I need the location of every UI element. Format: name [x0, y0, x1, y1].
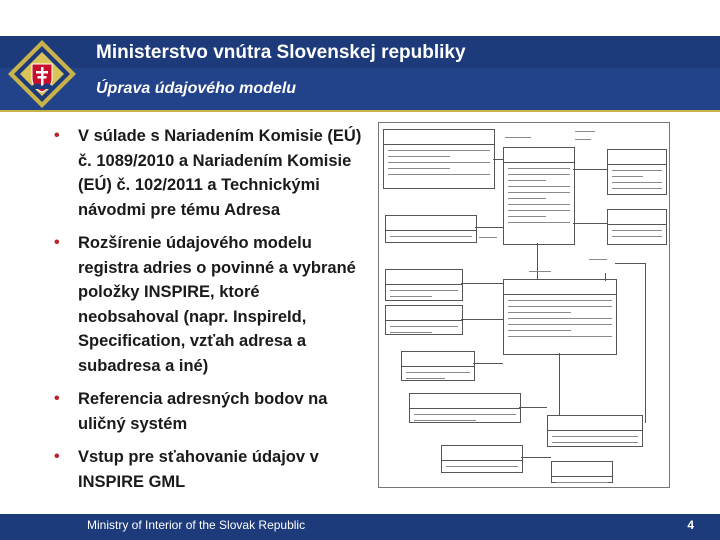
bullet-item: [54, 387, 364, 436]
bullet-list: [54, 124, 364, 503]
slide-title: Ministerstvo vnútra Slovenskej republiky: [96, 42, 466, 63]
bullet-item: [54, 124, 364, 222]
uml-class-box: [385, 305, 463, 335]
bullet-icon: •: [54, 127, 60, 144]
ministry-emblem-icon: [6, 38, 78, 110]
bullet-item: [54, 231, 364, 378]
uml-class-diagram-image: [378, 122, 670, 488]
bullet-text: Vstup pre sťahovanie údajov v INSPIRE GML: [78, 448, 319, 491]
uml-class-box: [607, 209, 667, 245]
bullet-icon: •: [54, 234, 60, 251]
uml-class-box: [503, 279, 617, 355]
uml-class-box: [385, 215, 477, 243]
bullet-item: [54, 445, 364, 494]
uml-class-box: [401, 351, 475, 381]
page-number: 4: [687, 518, 694, 532]
footer-text: Ministry of Interior of the Slovak Republic: [87, 518, 306, 532]
bullet-text: V súlade s Nariadením Komisie (EÚ) č. 1089/2010 a Nariadením Komisie (EÚ) č. 102/2011 a Technickými návodmi pre tému Adresa: [78, 127, 362, 219]
bullet-icon: •: [54, 448, 60, 465]
uml-class-box: [385, 269, 463, 301]
uml-class-box: [441, 445, 523, 473]
uml-class-box: [607, 149, 667, 195]
bullet-text: Referencia adresných bodov na uličný systém: [78, 390, 328, 433]
header-divider: [0, 110, 720, 112]
uml-class-box: [503, 147, 575, 245]
uml-class-box: [383, 129, 495, 189]
bullet-text: Rozšírenie údajového modelu registra adries o povinné a vybrané položky INSPIRE, ktoré neobsahoval (napr. InspireId, Specification, vzťah adresa a subadresa a iné): [78, 234, 356, 375]
uml-class-box: [547, 415, 643, 447]
uml-class-box: [551, 461, 613, 483]
slide-subtitle: Úprava údajového modelu: [96, 80, 297, 97]
bullet-icon: •: [54, 390, 60, 407]
uml-class-box: [409, 393, 521, 423]
